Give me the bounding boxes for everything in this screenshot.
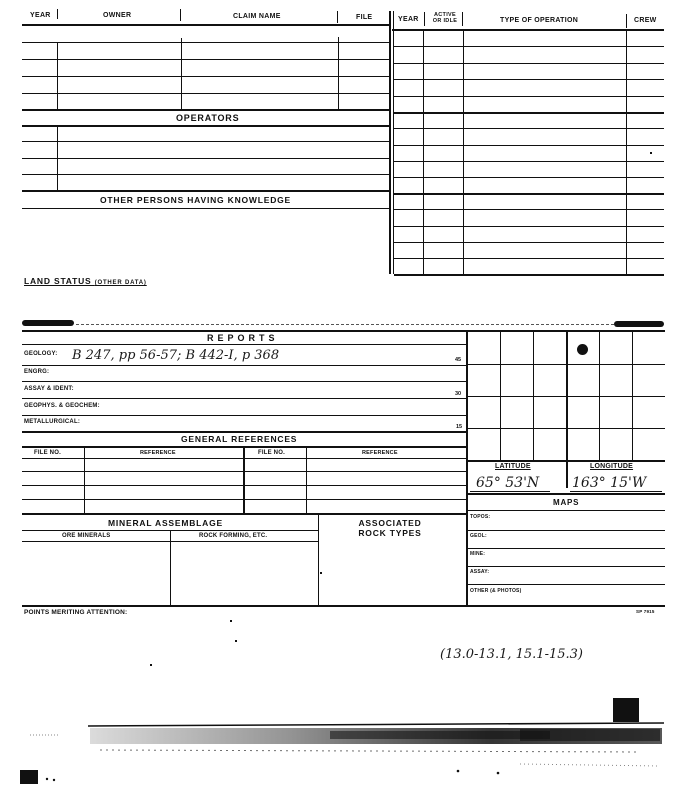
- reports-title: REPORTS: [207, 333, 279, 343]
- reference-header-2: REFERENCE: [362, 450, 398, 456]
- operators-title: OPERATORS: [176, 113, 240, 123]
- crew-header: CREW: [634, 17, 657, 24]
- ore-minerals-header: ORE MINERALS: [62, 533, 111, 539]
- other-photos-label: OTHER (& PHOTOS): [470, 588, 522, 594]
- quad-note: (13.0-13.1, 15.1-15.3): [440, 647, 583, 662]
- latitude-value: 65° 53'N: [476, 475, 540, 491]
- land-status-note: (OTHER DATA): [94, 280, 147, 286]
- file-no-header-2: FILE NO.: [258, 450, 285, 456]
- assay-label: ASSAY:: [470, 569, 490, 575]
- latitude-label: LATITUDE: [495, 463, 531, 470]
- reference-header-1: REFERENCE: [140, 450, 176, 456]
- mine-label: MINE:: [470, 551, 486, 557]
- longitude-label: LONGITUDE: [590, 463, 634, 470]
- metallurgical-label: METALLURGICAL:: [24, 419, 81, 425]
- ops-year-header: YEAR: [398, 16, 419, 23]
- assay-ident-label: ASSAY & IDENT:: [24, 386, 74, 392]
- margin-30: 30: [455, 391, 462, 397]
- maps-title: MAPS: [553, 498, 580, 507]
- owner-header: OWNER: [103, 12, 132, 19]
- geology-entry: B 247, pp 56-57; B 442-I, p 368: [72, 348, 280, 363]
- topos-label: TOPOS:: [470, 514, 491, 520]
- longitude-value: 163° 15'W: [572, 475, 647, 491]
- file-header: FILE: [356, 14, 373, 21]
- associated-rock-types-title: ASSOCIATED ROCK TYPES: [358, 518, 422, 538]
- form-number: SP 7915: [636, 609, 655, 614]
- type-of-operation-header: TYPE OF OPERATION: [500, 17, 579, 24]
- general-references-title: GENERAL REFERENCES: [181, 434, 298, 444]
- active-idle-header: ACTIVE OR IDLE: [432, 12, 458, 24]
- rock-forming-header: ROCK FORMING, ETC.: [199, 533, 268, 539]
- geophys-label: GEOPHYS. & GEOCHEM:: [24, 403, 100, 409]
- margin-45: 45: [455, 357, 462, 363]
- year-header: YEAR: [30, 12, 51, 19]
- file-no-header-1: FILE NO.: [34, 450, 61, 456]
- land-status-title: LAND STATUS: [24, 276, 92, 286]
- geology-label: GEOLOGY:: [24, 351, 58, 357]
- geol-label: GEOL:: [470, 533, 487, 539]
- points-meriting-attention-label: POINTS MERITING ATTENTION:: [24, 609, 128, 616]
- margin-15: 15: [456, 424, 463, 430]
- claim-name-header: CLAIM NAME: [233, 13, 281, 20]
- other-persons-title: OTHER PERSONS HAVING KNOWLEDGE: [100, 195, 292, 205]
- mineral-assemblage-title: MINERAL ASSEMBLAGE: [108, 518, 223, 528]
- engrg-label: ENGRG:: [24, 369, 50, 375]
